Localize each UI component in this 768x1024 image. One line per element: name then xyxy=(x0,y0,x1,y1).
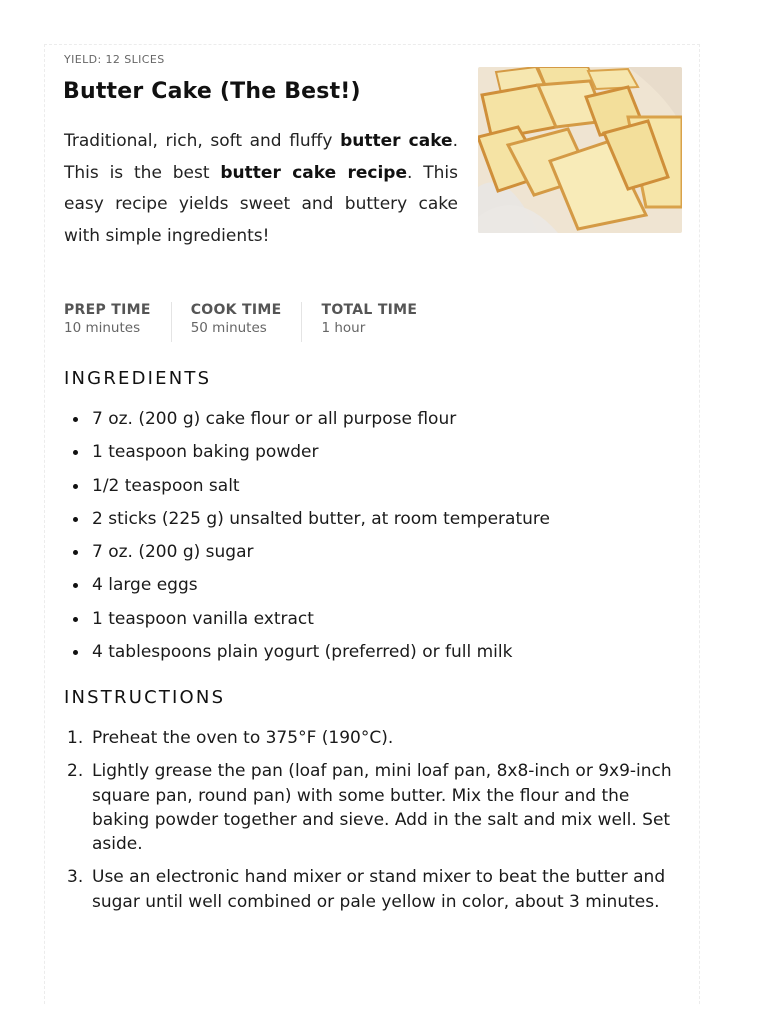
step-text: Lightly grease the pan (loaf pan, mini loaf pan, 8x8-inch or 9x9-inch square pan, round pan) with some butter. Mix the flour and the baking powder together and sieve. Add in the salt and mix well. Set aside. xyxy=(92,761,672,855)
total-time-label: TOTAL TIME xyxy=(321,302,418,318)
step-text: Preheat the oven to 375°F (190°C). xyxy=(92,728,394,748)
cook-time-value: 50 minutes xyxy=(190,320,267,336)
recipe-times xyxy=(64,302,456,342)
desc-text-1: Traditional, rich, soft and fluffy xyxy=(64,131,341,151)
cook-time xyxy=(191,302,303,342)
instructions-heading: INSTRUCTIONS xyxy=(64,687,226,708)
prep-time xyxy=(64,302,172,342)
desc-bold-1: butter cake xyxy=(340,131,453,151)
ingredient-item: 2 sticks (225 g) unsalted butter, at room temperature xyxy=(64,509,694,542)
recipe-title: Butter Cake (The Best!) xyxy=(63,79,361,104)
recipe-photo xyxy=(478,67,682,233)
desc-bold-2: butter cake recipe xyxy=(220,162,407,183)
instructions-list xyxy=(64,726,688,923)
step-text: Use an electronic hand mixer or stand mixer to beat the butter and sugar until well combined or pale yellow in color, about 3 minutes. xyxy=(92,867,666,912)
recipe-yield: YIELD: 12 SLICES xyxy=(64,53,165,66)
step-number: 2. xyxy=(67,761,84,782)
ingredients-heading: INGREDIENTS xyxy=(64,368,212,389)
ingredient-item: 1 teaspoon vanilla extract xyxy=(64,609,694,642)
ingredient-item: 4 tablespoons plain yogurt (preferred) or full milk xyxy=(64,642,694,675)
instruction-step xyxy=(64,726,688,750)
ingredients-list xyxy=(64,409,694,675)
total-time xyxy=(321,302,437,342)
prep-time-value: 10 minutes xyxy=(64,320,141,336)
ingredient-item: 4 large eggs xyxy=(64,575,694,608)
step-number: 3. xyxy=(67,867,84,888)
instruction-step xyxy=(64,865,688,914)
ingredient-item: 7 oz. (200 g) cake flour or all purpose flour xyxy=(64,409,694,442)
step-number: 1. xyxy=(67,728,84,748)
ingredient-item: 1/2 teaspoon salt xyxy=(64,476,694,509)
ingredient-item: 1 teaspoon baking powder xyxy=(64,442,694,475)
ingredient-item: 7 oz. (200 g) sugar xyxy=(64,542,694,575)
desc-text-2: . This is the best xyxy=(64,131,458,183)
cook-time-label: COOK TIME xyxy=(190,302,282,318)
desc-text-3: . This easy recipe yields sweet and buttery cake with simple ingredients! xyxy=(64,162,458,246)
prep-time-label: PREP TIME xyxy=(64,302,151,318)
total-time-value: 1 hour xyxy=(321,320,366,336)
recipe-description xyxy=(64,126,458,252)
instruction-step xyxy=(64,759,688,856)
